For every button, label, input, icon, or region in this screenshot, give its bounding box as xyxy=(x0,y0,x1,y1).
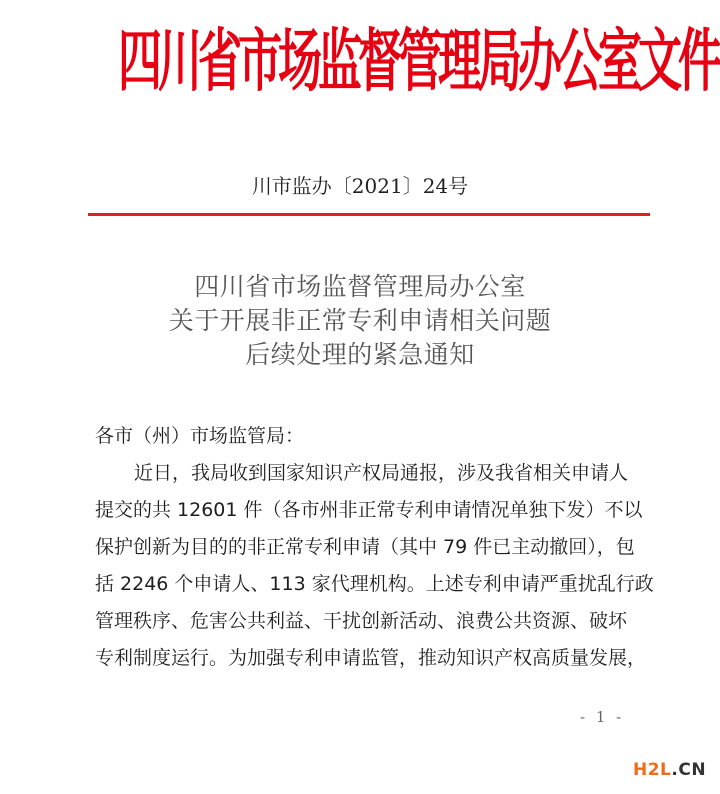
document-body xyxy=(95,418,655,677)
page-number: - 1 - xyxy=(580,708,625,726)
body-line: 管理秩序、危害公共利益、干扰创新活动、浪费公共资源、破坏 xyxy=(95,610,628,632)
watermark-tld: .CN xyxy=(671,760,707,780)
body-line: 保护创新为目的的非正常专利申请（其中 79 件已主动撤回），包 xyxy=(95,536,635,558)
title-line-2: 关于开展非正常专利申请相关问题 xyxy=(168,306,552,335)
watermark-brand: H2L xyxy=(633,760,672,780)
document-number: 川市监办〔2021〕24号 xyxy=(251,174,469,198)
site-watermark-logo xyxy=(633,760,706,780)
body-line: 专利制度运行。为加强专利申请监管，推动知识产权高质量发展， xyxy=(95,647,647,669)
salutation: 各市（州）市场监管局： xyxy=(95,425,305,447)
body-line: 括 2246 个申请人、113 家代理机构。上述专利申请严重扰乱行政 xyxy=(95,573,654,595)
title-line-1: 四川省市场监督管理局办公室 xyxy=(194,272,526,301)
red-divider-rule xyxy=(88,213,650,216)
document-masthead: 四川省市场监督管理局办公室文件 xyxy=(118,22,718,102)
document-title xyxy=(0,270,720,372)
body-line: 近日，我局收到国家知识产权局通报，涉及我省相关申请人 xyxy=(134,462,629,484)
body-line: 提交的共 12601 件（各市州非正常专利申请情况单独下发）不以 xyxy=(95,499,643,521)
title-line-3: 后续处理的紧急通知 xyxy=(245,340,475,369)
